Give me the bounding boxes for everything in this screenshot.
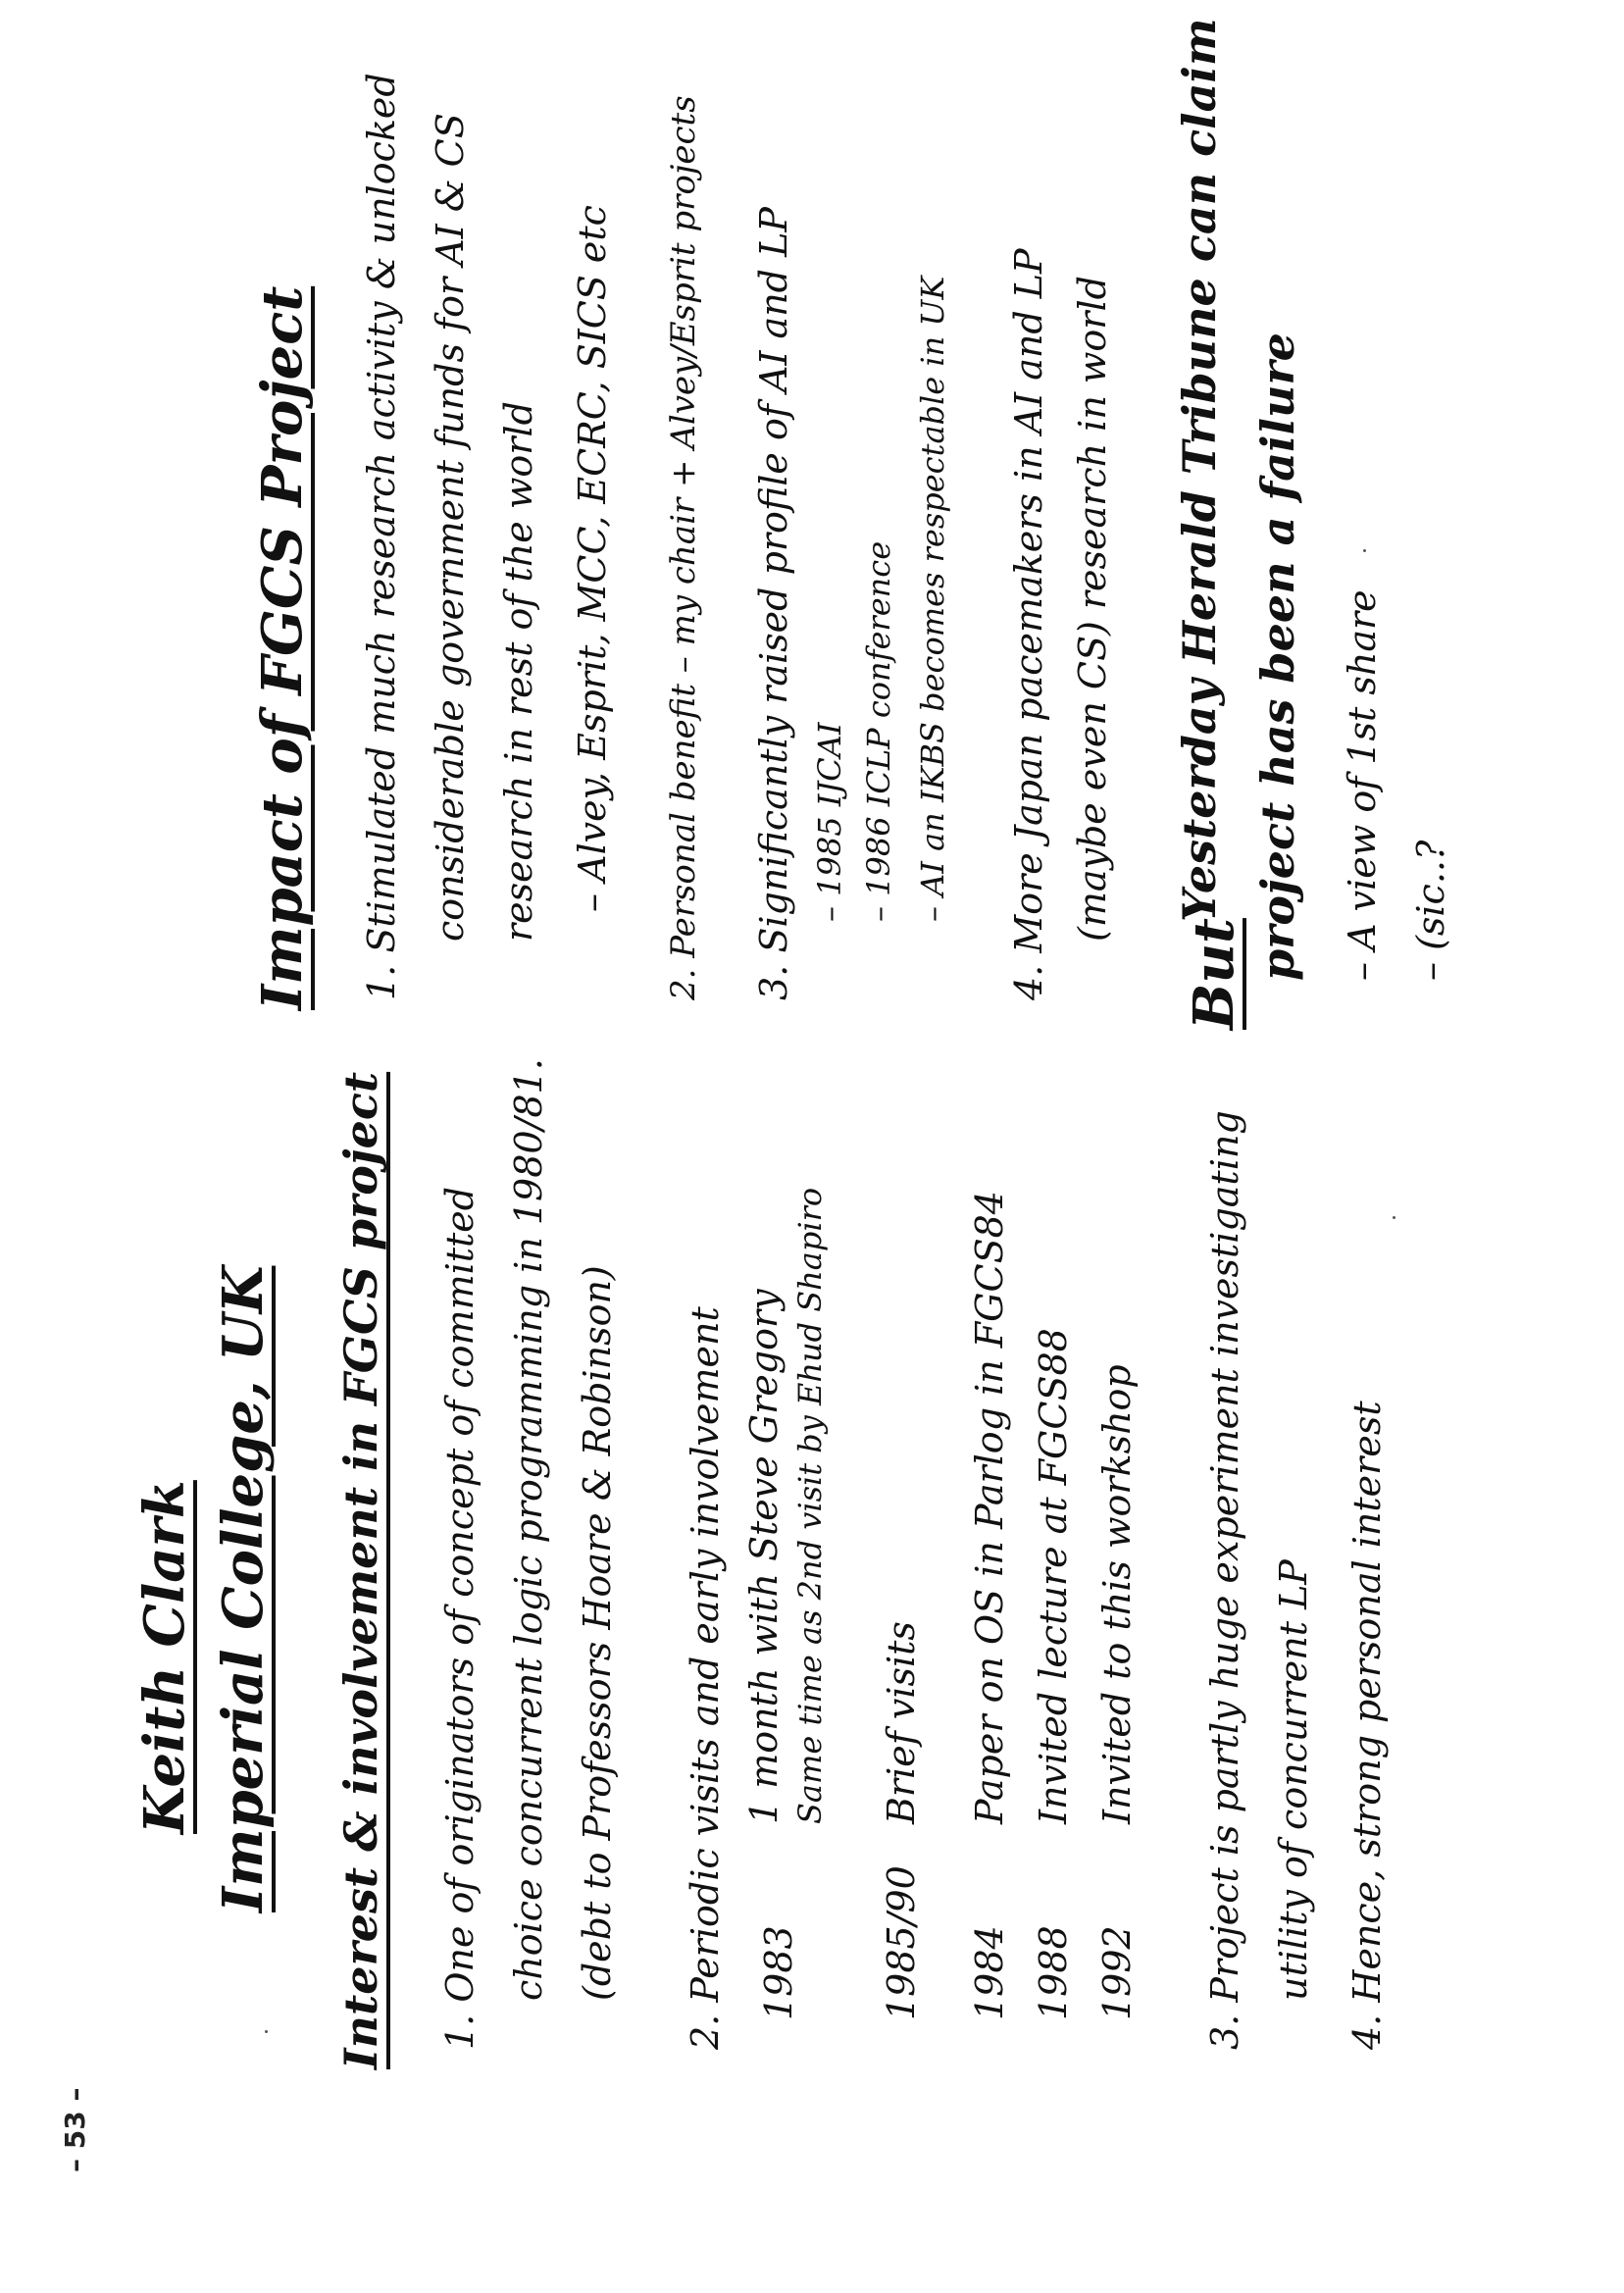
text-line: – A view of 1st share: [1341, 589, 1384, 981]
page-number: – 53 –: [59, 2087, 91, 2172]
text-line: utility of concurrent LP: [1272, 1559, 1315, 2001]
headline-line: Yesterday Herald Tribune can claim: [1173, 18, 1226, 922]
text-line: Invited lecture at FGCS88: [1032, 1328, 1075, 1824]
year-label: 1988: [1032, 1925, 1075, 2020]
year-label: 1985/90: [880, 1865, 923, 2020]
text-line: Brief visits: [880, 1621, 923, 1824]
footer-wrapper: [59, 2055, 98, 2172]
text-line: (debt to Professors Hoare & Robinson): [576, 1265, 619, 2001]
text-line: – Alvey, Esprit, MCC, ECRC, SICS etc: [571, 205, 614, 912]
text-line: 2. Personal benefit – my chair + Alvey/Esprit projects: [664, 95, 703, 1000]
left-column: [108, 1058, 1530, 2079]
text-line: 3. Significantly raised profile of AI and LP: [752, 207, 795, 1000]
text-line: – AI an IKBS becomes respectable in UK: [914, 276, 951, 922]
text-line: considerable government funds for AI & CS: [429, 113, 472, 942]
author-name: Keith Clark: [132, 1480, 197, 1834]
text-line: – 1986 ICLP conference: [860, 540, 897, 922]
text-line: (maybe even CS) research in world: [1071, 276, 1114, 942]
right-column: [108, 18, 1530, 1040]
year-label: 1984: [968, 1925, 1011, 2020]
section-title-impact: Impact of FGCS Project: [250, 285, 315, 1010]
text-line: choice concurrent logic programming in 1980/81.: [507, 1058, 550, 2001]
text-line: Same time as 2nd visit by Ehud Shapiro: [791, 1187, 829, 1824]
text-line: 1. One of originators of concept of committed: [438, 1186, 482, 2050]
text-line: 1 month with Steve Gregory: [742, 1289, 786, 1824]
rotated-slide-sheet: [108, 18, 1530, 2079]
scan-speckle: [1363, 549, 1366, 552]
text-line: 4. More Japan pacemakers in AI and LP: [1007, 248, 1050, 1000]
headline-line: project has been a failure: [1251, 332, 1304, 981]
text-line: 2. Periodic visits and early involvement: [684, 1306, 727, 2050]
institution: Imperial College, UK: [211, 1265, 276, 1912]
scan-speckle: [1393, 1216, 1396, 1219]
text-line: 4. Hence, strong personal interest: [1345, 1401, 1389, 2050]
text-line: Invited to this workshop: [1095, 1364, 1139, 1824]
text-line: – 1985 IJCAI: [811, 722, 848, 922]
year-label: 1992: [1095, 1925, 1139, 2020]
text-line: – (sic..?: [1409, 840, 1452, 981]
but-label: But: [1182, 918, 1246, 1030]
text-line: 3. Project is partly huge experiment investigating: [1203, 1110, 1246, 2050]
scan-speckle: [265, 2030, 268, 2033]
year-label: 1983: [757, 1925, 800, 2020]
text-line: 1. Stimulated much research activity & unlocked: [360, 73, 403, 1000]
section-title-interest: Interest & involvement in FGCS project: [334, 1071, 387, 2069]
text-line: Paper on OS in Parlog in FGCS84: [968, 1191, 1011, 1824]
text-line: research in rest of the world: [497, 401, 540, 942]
